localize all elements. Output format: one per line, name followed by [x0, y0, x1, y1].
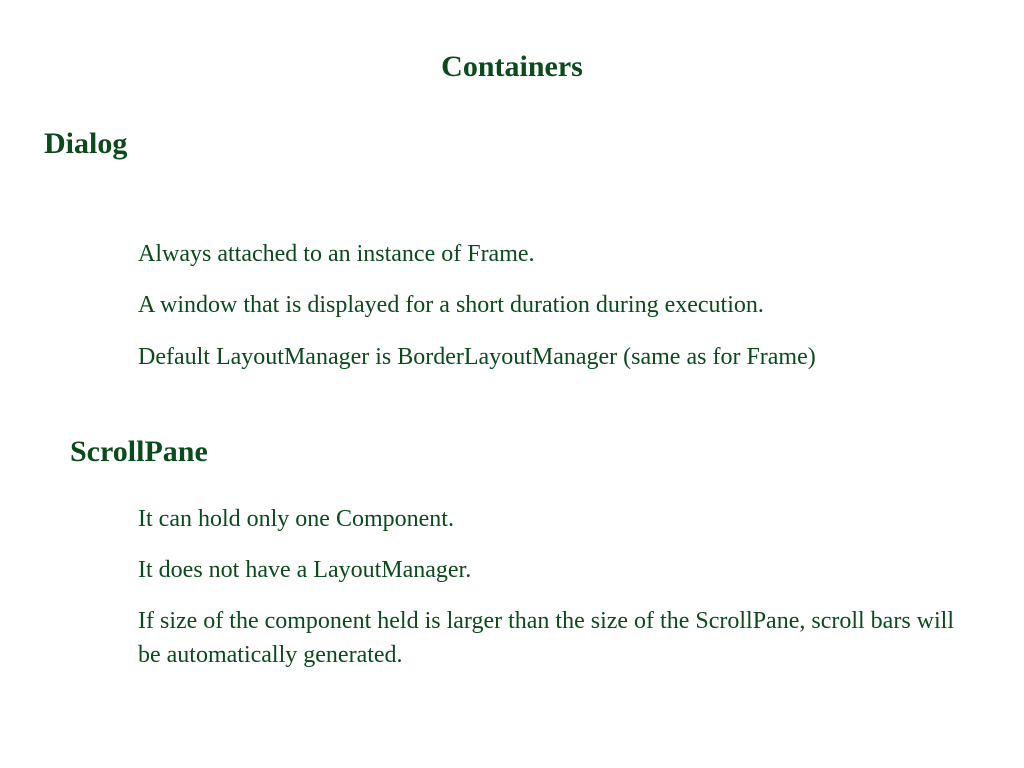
scrollpane-point-3: If size of the component held is larger than the size of the ScrollPane, scroll bars will be automatically generated. — [138, 608, 954, 668]
dialog-point-3: Default LayoutManager is BorderLayoutManager (same as for Frame) — [138, 344, 816, 370]
dialog-point-1: Always attached to an instance of Frame. — [138, 241, 535, 267]
section-heading-scrollpane: ScrollPane — [70, 435, 208, 468]
scrollpane-point-2: It does not have a LayoutManager. — [138, 557, 472, 583]
dialog-point-2: A window that is displayed for a short duration during execution. — [138, 292, 764, 318]
slide-title: Containers — [441, 50, 583, 83]
section-heading-dialog: Dialog — [44, 127, 128, 160]
scrollpane-point-1: It can hold only one Component. — [138, 506, 454, 532]
